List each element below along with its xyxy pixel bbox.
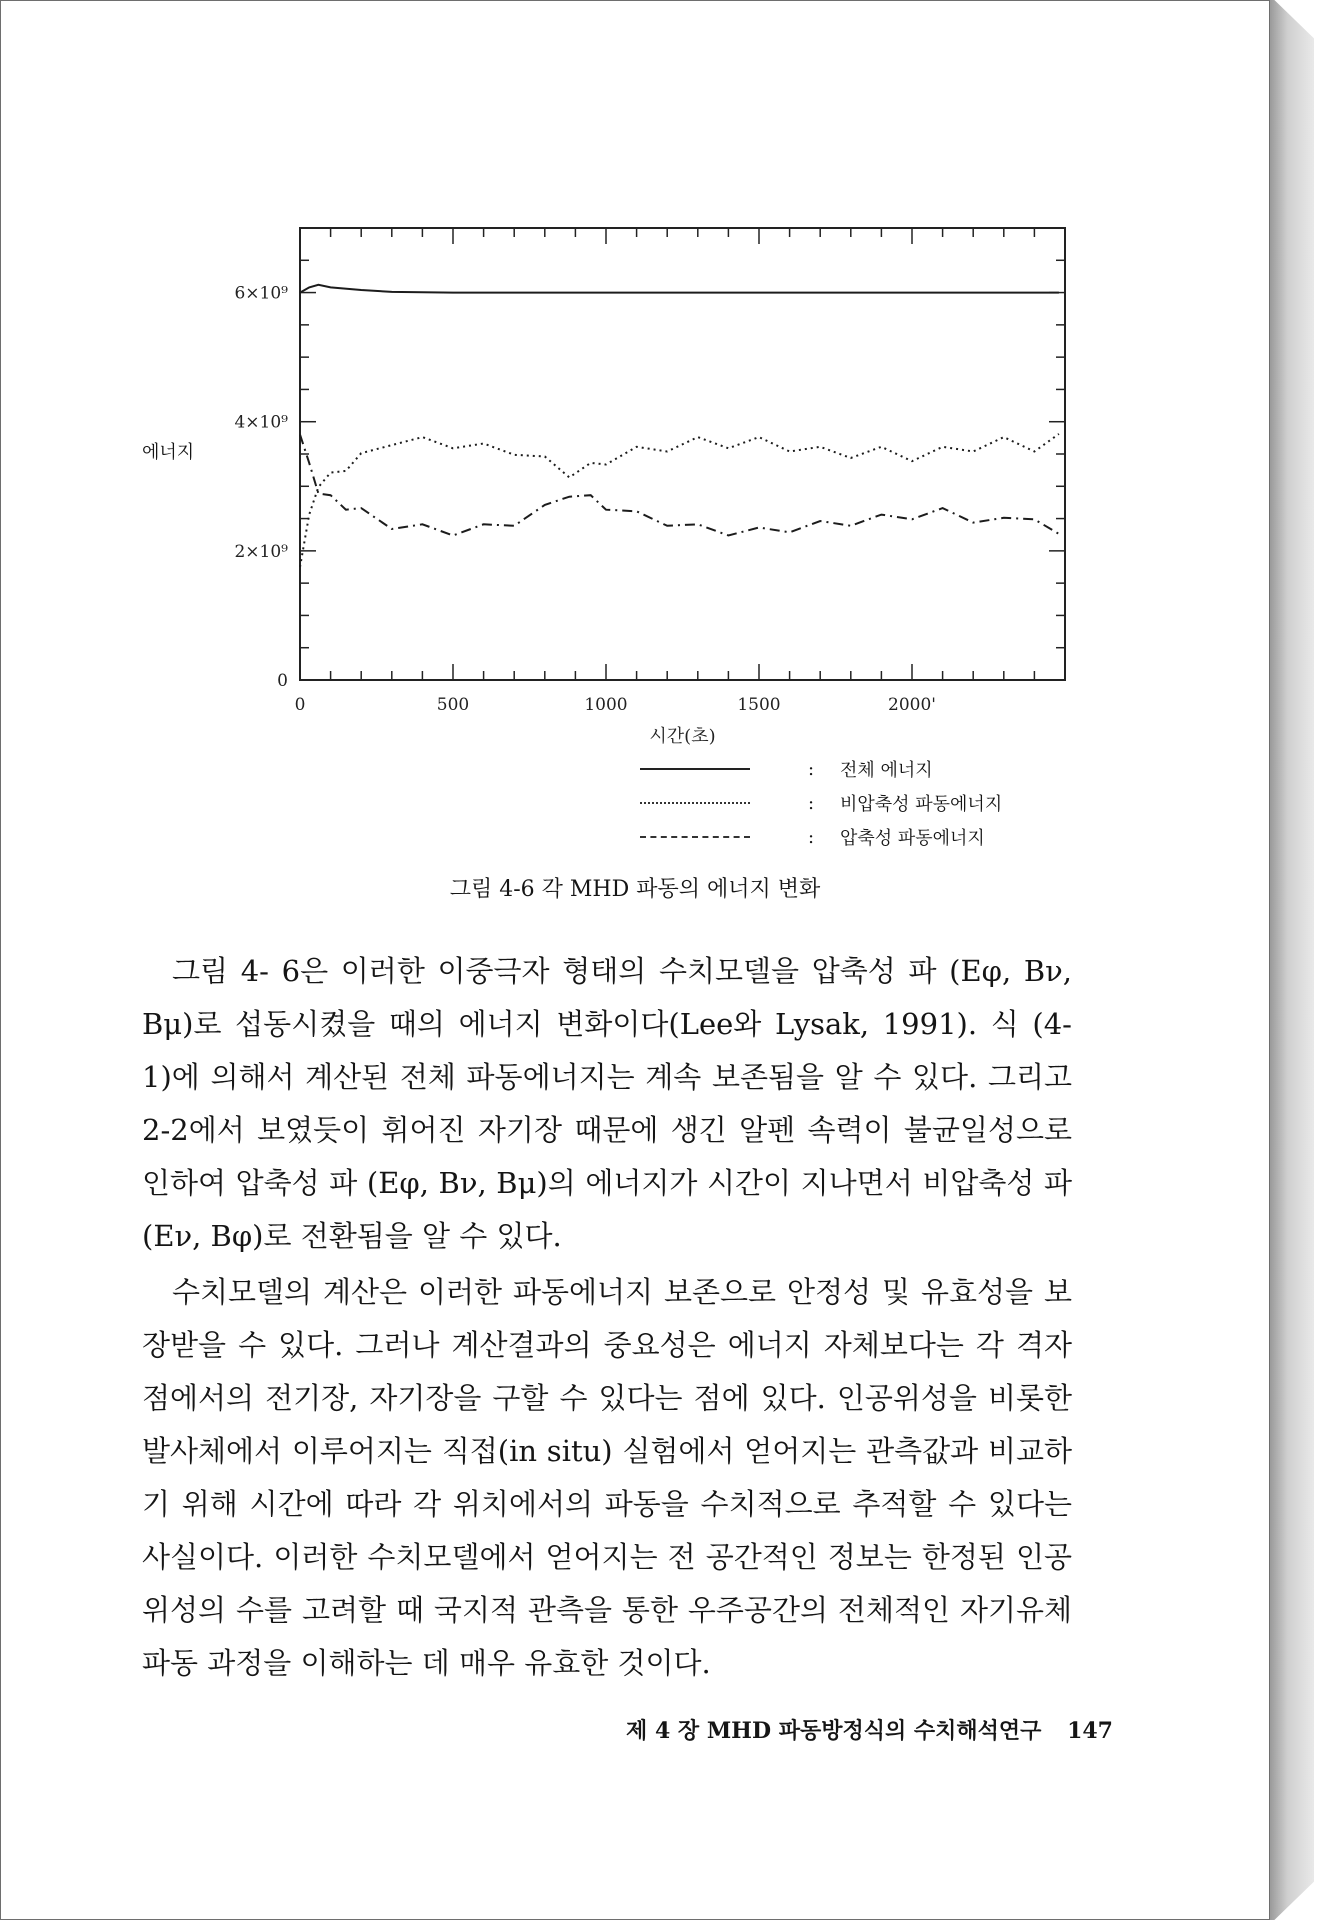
page-number: 147 [1067,1718,1113,1744]
y-tick-label: 0 [277,671,288,691]
legend-item-incompressible [630,786,1070,820]
x-tick-label: 1500 [737,695,781,715]
series-line-solid [300,285,1059,293]
energy-chart [0,0,1270,760]
plot-frame [300,228,1065,680]
figure-caption: 그림 4-6 각 MHD 파동의 에너지 변화 [449,877,821,902]
legend-item-compressible [630,820,1070,854]
chart-legend [630,752,1070,854]
series-line-dashdot [300,435,1059,536]
legend-colon: : [807,792,815,814]
body-text [142,945,1072,1693]
paragraph-1: 그림 4- 6은 이러한 이중극자 형태의 수치모델을 압축성 파 (Eφ, Bν, Bμ)로 섭동시켰을 때의 에너지 변화이다(Lee와 Lysak, 1991). 식 (4- 1)에 의해서 계산된 전체 파동에너지는 계속 보존됨을 알 수 있다. 그리고 2-2에서 보였듯이 휘어진 자기장 때문에 생긴 알펜 속력이 불균일성으로 인하여 압축성 파 (Eφ, Bν, Bμ)의 에너지가 시간이 지나면서 비압축성 파 (Eν, Bφ)로 전환됨을 알 수 있다. [142,954,1072,1253]
x-tick-label: 0 [294,695,306,715]
legend-item-total [630,752,1070,786]
series-line-dotted [300,434,1059,567]
paragraph-2: 수치모델의 계산은 이러한 파동에너지 보존으로 안정성 및 유효성을 보장받을 수 있다. 그러나 계산결과의 중요성은 에너지 자체보다는 각 격자점에서의 전기장, 자기장을 구할 수 있다는 점에 있다. 인공위성을 비롯한 발사체에서 이루어지는 직접(in situ) 실험에서 얻어지는 관측값과 비교하기 위해 시간에 따라 각 위치에서의 파동을 수치적으로 추적할 수 있다는 사실이다. 이러한 수치모델에서 얻어지는 전 공간적인 정보는 한정된 인공위성의 수를 고려할 때 국지적 관측을 통한 우주공간의 전체적인 자기유체 파동 과정을 이해하는 데 매우 유효한 것이다. [142,1275,1072,1680]
legend-label-incompressible: 비압축성 파동에너지 [840,794,1003,815]
legend-line-solid [640,768,750,770]
y-tick-label: 4×10⁹ [234,412,288,433]
legend-colon: : [807,758,815,780]
legend-line-dashdot [640,836,750,838]
y-tick-label: 2×10⁹ [234,541,288,562]
legend-label-compressible: 압축성 파동에너지 [840,828,985,849]
running-head: 제 4 장 MHD 파동방정식의 수치해석연구 [626,1718,1042,1744]
x-axis-label: 시간(초) [649,726,716,747]
legend-line-dotted [640,802,750,804]
legend-colon: : [807,826,815,848]
page-footer [608,1714,1113,1745]
y-axis-label: 에너지 [142,442,195,463]
legend-label-total: 전체 에너지 [840,760,933,781]
y-tick-label: 6×10⁹ [234,283,288,304]
x-tick-label: 1000 [584,695,628,715]
x-tick-label: 2000' [888,695,936,715]
x-tick-label: 500 [436,695,470,715]
page-edge-shadow [1270,0,1314,1920]
